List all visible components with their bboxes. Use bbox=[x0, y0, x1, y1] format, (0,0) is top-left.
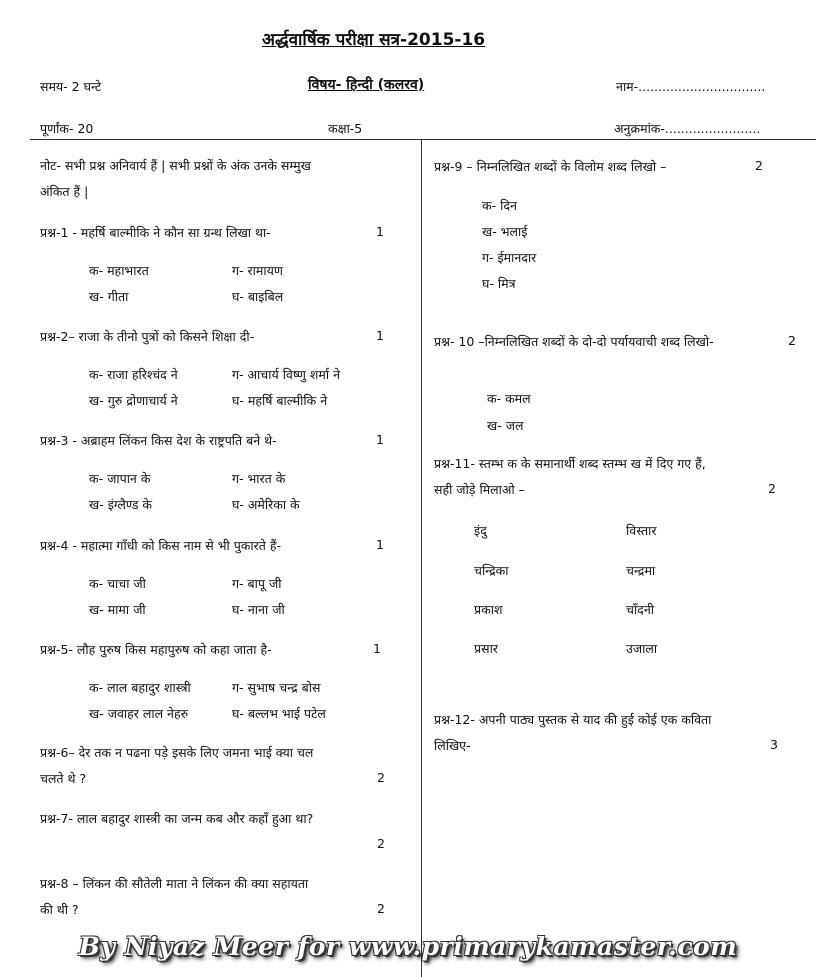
max-marks: पूर्णांक- 20 bbox=[40, 121, 94, 136]
q11-column-a-2: चन्द्रिका bbox=[474, 563, 509, 578]
q1-option-a: क- महाभारत bbox=[89, 263, 149, 278]
q3-option-a: क- जापान के bbox=[89, 471, 151, 486]
question-5-marks: 1 bbox=[373, 641, 381, 656]
subject-title: विषय- हिन्दी (कलरव) bbox=[308, 77, 425, 93]
question-11-line-2: सही जोड़े मिलाओ – bbox=[434, 482, 525, 497]
header-divider bbox=[30, 139, 816, 140]
question-10-marks: 2 bbox=[788, 333, 796, 348]
q2-option-b: ख- गुरु द्रोणाचार्य ने bbox=[89, 393, 178, 408]
column-divider bbox=[421, 140, 422, 977]
question-3-marks: 1 bbox=[376, 432, 384, 447]
q3-option-d: घ- अमेरिका के bbox=[232, 497, 300, 512]
question-7: प्रश्न-7- लाल बहादुर शास्त्री का जन्म कब और कहाँ हुआ था? bbox=[40, 811, 314, 826]
exam-time: समय- 2 घन्टे bbox=[40, 79, 102, 94]
q11-column-a-1: इंदु bbox=[474, 523, 487, 538]
q11-column-b-1: विस्तार bbox=[626, 523, 657, 538]
question-12-marks: 3 bbox=[770, 737, 778, 752]
question-8-line-2: की थी ? bbox=[40, 902, 79, 917]
question-6-line-1: प्रश्न-6– देर तक न पढना पड़े इसके लिए जमना भाई क्या चल bbox=[40, 745, 314, 760]
q4-option-a: क- चाचा जी bbox=[89, 576, 146, 591]
q4-option-c: ग- बापू जी bbox=[232, 576, 282, 591]
question-5: प्रश्न-5- लौह पुरुष किस महापुरुष को कहा जाता है- bbox=[40, 642, 272, 657]
question-8-marks: 2 bbox=[377, 901, 385, 916]
q5-option-a: क- लाल बहादुर शास्त्री bbox=[89, 680, 191, 695]
q2-option-d: घ- महर्षि बाल्मीकि ने bbox=[232, 393, 328, 408]
q9-item-d: घ- मित्र bbox=[482, 276, 516, 291]
q5-option-d: घ- बल्लभ भाई पटेल bbox=[232, 706, 326, 721]
class-label: कक्षा-5 bbox=[328, 121, 363, 136]
question-11-line-1: प्रश्न-11- स्तम्भ क के समानार्थी शब्द स्तम्भ ख में दिए गए हैं, bbox=[434, 456, 706, 471]
q11-column-b-3: चाँदनी bbox=[626, 602, 654, 617]
q1-option-b: ख- गीता bbox=[89, 289, 129, 304]
question-6-line-2: चलते थे ? bbox=[40, 771, 87, 786]
q11-column-a-3: प्रकाश bbox=[474, 602, 503, 617]
q4-option-b: ख- मामा जी bbox=[89, 602, 146, 617]
question-1: प्रश्न-1 - महर्षि बाल्मीकि ने कौन सा ग्रन्थ लिखा था- bbox=[40, 225, 271, 240]
roll-number-field: अनुक्रमांक-........................ bbox=[614, 121, 761, 136]
q1-option-c: ग- रामायण bbox=[232, 263, 283, 278]
q9-item-b: ख- भलाई bbox=[482, 224, 528, 239]
question-9-marks: 2 bbox=[755, 158, 763, 173]
q11-column-b-4: उजाला bbox=[626, 641, 658, 656]
q2-option-a: क- राजा हरिश्चंद ने bbox=[89, 367, 178, 382]
question-4-marks: 1 bbox=[376, 537, 384, 552]
q3-option-b: ख- इंग्लैण्ड के bbox=[89, 497, 153, 512]
name-field: नाम-................................ bbox=[616, 79, 766, 94]
q10-item-b: ख- जल bbox=[487, 418, 524, 433]
question-1-marks: 1 bbox=[376, 224, 384, 239]
question-2-marks: 1 bbox=[376, 328, 384, 343]
q3-option-c: ग- भारत के bbox=[232, 471, 286, 486]
question-8-line-1: प्रश्न-8 – लिंकन की सौतेली माता ने लिंकन की क्या सहायता bbox=[40, 876, 309, 891]
q2-option-c: ग- आचार्य विष्णु शर्मा ने bbox=[232, 367, 341, 382]
question-11-marks: 2 bbox=[768, 481, 776, 496]
q9-item-a: क- दिन bbox=[482, 198, 517, 213]
q1-option-d: घ- बाइबिल bbox=[232, 289, 284, 304]
question-12-line-2: लिखिए- bbox=[434, 738, 471, 753]
question-2: प्रश्न-2– राजा के तीनो पुत्रों को किसने शिक्षा दी- bbox=[40, 329, 255, 344]
note-line-1: नोट- सभी प्रश्न अनिवार्य हैं | सभी प्रश्नों के अंक उनके सम्मुख bbox=[40, 158, 311, 173]
q10-item-a: क- कमल bbox=[487, 391, 531, 406]
question-12-line-1: प्रश्न-12- अपनी पाठ्य पुस्तक से याद की हुई कोई एक कविता bbox=[434, 712, 712, 727]
q4-option-d: घ- नाना जी bbox=[232, 602, 285, 617]
q9-item-c: ग- ईमानदार bbox=[482, 250, 537, 265]
page-title: अर्द्धवार्षिक परीक्षा सत्र-2015-16 bbox=[262, 30, 486, 50]
question-3: प्रश्न-3 - अब्राहम लिंकन किस देश के राष्ट्रपति बने थे- bbox=[40, 433, 277, 448]
question-10: प्रश्न- 10 –निम्नलिखित शब्दों के दो-दो पर्यायवाची शब्द लिखो- bbox=[434, 334, 714, 349]
question-9: प्रश्न-9 – निम्नलिखित शब्दों के विलोम शब्द लिखो – bbox=[434, 159, 667, 174]
question-7-marks: 2 bbox=[377, 836, 385, 851]
note-line-2: अंकित हैं | bbox=[40, 184, 89, 199]
footer-watermark: By Niyaz Meer for www.primarykamaster.com bbox=[78, 932, 738, 961]
question-6-marks: 2 bbox=[377, 770, 385, 785]
question-4: प्रश्न-4 - महात्मा गाँधी को किस नाम से भी पुकारते हैं- bbox=[40, 538, 282, 553]
q11-column-b-2: चन्द्रमा bbox=[626, 563, 656, 578]
q11-column-a-4: प्रसार bbox=[474, 641, 498, 656]
q5-option-b: ख- जवाहर लाल नेहरु bbox=[89, 706, 189, 721]
q5-option-c: ग- सुभाष चन्द्र बोस bbox=[232, 680, 321, 695]
